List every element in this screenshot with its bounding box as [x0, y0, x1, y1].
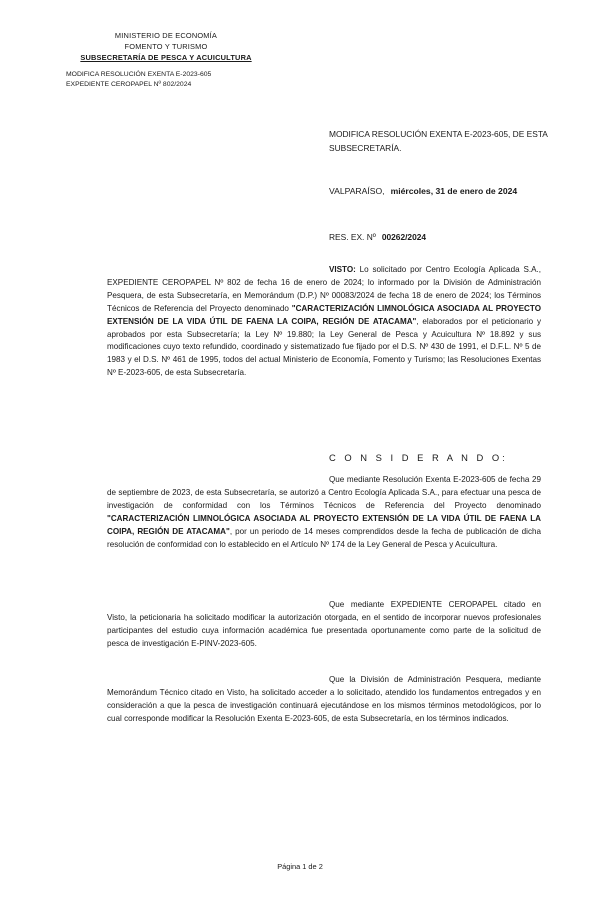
resolution-label: RES. EX. Nº: [329, 232, 376, 242]
p1-text-1: Que mediante Resolución Exenta E-2023-605 de fecha 29 de septiembre de 2023, de esta Subsecretaría, se autorizó a Centro Ecología Aplicada S.A., para efectuar una pesca de investigación de conformidad con los Términos Técnicos de Referencia del Proyecto denominado: [107, 475, 541, 510]
date: miércoles, 31 de enero de 2024: [390, 186, 518, 196]
document-reference: [66, 70, 211, 90]
p3-text: Que la División de Administración Pesquera, mediante Memorándum Técnico citado en Visto, ha solicitado acceder a lo solicitado, atendido los fundamentos entregados y en consideración a que la pesca de investigación continuará ejecutándose en los mismos términos metodológicos, por lo cual corresponde modificar la Resolución Exenta E-2023-605, de esta Subsecretaría, en los términos indicados.: [107, 675, 541, 723]
expediente-line: EXPEDIENTE CEROPAPEL Nº 802/2024: [66, 81, 192, 88]
resolution-value: 00262/2024: [381, 232, 427, 242]
considerando-paragraph-2: [107, 599, 541, 651]
ministry-name: MINISTERIO DE ECONOMÍA: [114, 31, 218, 40]
place-date: [329, 186, 517, 196]
subsecretaria-name: SUBSECRETARÍA DE PESCA Y ACUICULTURA: [80, 53, 252, 62]
page-number: Página 1 de 2: [277, 862, 323, 871]
document-subject: MODIFICA RESOLUCIÓN EXENTA E-2023-605, DE ESTA SUBSECRETARÍA.: [329, 129, 548, 153]
place: VALPARAÍSO,: [329, 186, 385, 196]
p1-project-name: "CARACTERIZACIÓN LIMNOLÓGICA ASOCIADA AL PROYECTO EXTENSIÓN DE LA VIDA ÚTIL DE FAENA LA COIPA, REGIÓN DE ATACAMA": [107, 513, 541, 536]
visto-text-1: Lo solicitado por Centro Ecología Aplicada S.A., EXPEDIENTE CEROPAPEL Nº 802 de fecha 16 de enero de 2024; lo informado por la División de Administración Pesquera, de esta Subsecretaría, en Memorándum (D.P.) Nº 00083/2024 de fecha 18 de enero de 2024; los Términos Técnicos de Referencia del Proyecto denominado: [107, 265, 541, 313]
p2-text: Que mediante EXPEDIENTE CEROPAPEL citado en Visto, la peticionaria ha solicitado modificar la autorización otorgada, en el sentido de incorporar nuevos profesionales participantes del estudio cuya información académica fue presentada oportunamente como parte de la solicitud de pesca de investigación E-PINV-2023-605.: [107, 600, 541, 648]
considerando-paragraph-1: [107, 474, 541, 551]
p1-text-2: , por un periodo de 14 meses comprendidos desde la fecha de publicación de dicha resolución de conformidad con lo establecido en el Artículo Nº 174 de la Ley General de Pesca y Acuicultura.: [107, 526, 541, 549]
resolution-number: [329, 232, 426, 242]
reference-line: MODIFICA RESOLUCIÓN EXENTA E-2023-605: [66, 71, 212, 78]
ministry-subname: FOMENTO Y TURISMO: [124, 42, 208, 51]
visto-text-2: , elaborados por el peticionario y aprobados por esta Subsecretaría; la Ley Nº 19.880; la Ley General de Pesca y Acuicultura Nº 18.892 y sus modificaciones cuyo texto refundido, coordinado y sistematizado fue fijado por el D.S. Nº 430 de 1991, el D.F.L. Nº 5 de 1983 y el D.S. Nº 461 de 1995, todos del actual Ministerio de Economía, Fomento y Turismo; las Resoluciones Exentas Nº E-2023-605, de esta Subsecretaría.: [107, 316, 541, 378]
letterhead: [66, 30, 266, 63]
considerando-heading: C O N S I D E R A N D O:: [329, 452, 508, 463]
visto-project-name: "CARACTERIZACIÓN LIMNOLÓGICA ASOCIADA AL PROYECTO EXTENSIÓN DE LA VIDA ÚTIL DE FAENA LA COIPA, REGIÓN DE ATACAMA": [107, 303, 541, 326]
considerando-paragraph-3: [107, 674, 541, 726]
visto-label: VISTO:: [329, 265, 356, 274]
visto-paragraph: [107, 264, 541, 380]
